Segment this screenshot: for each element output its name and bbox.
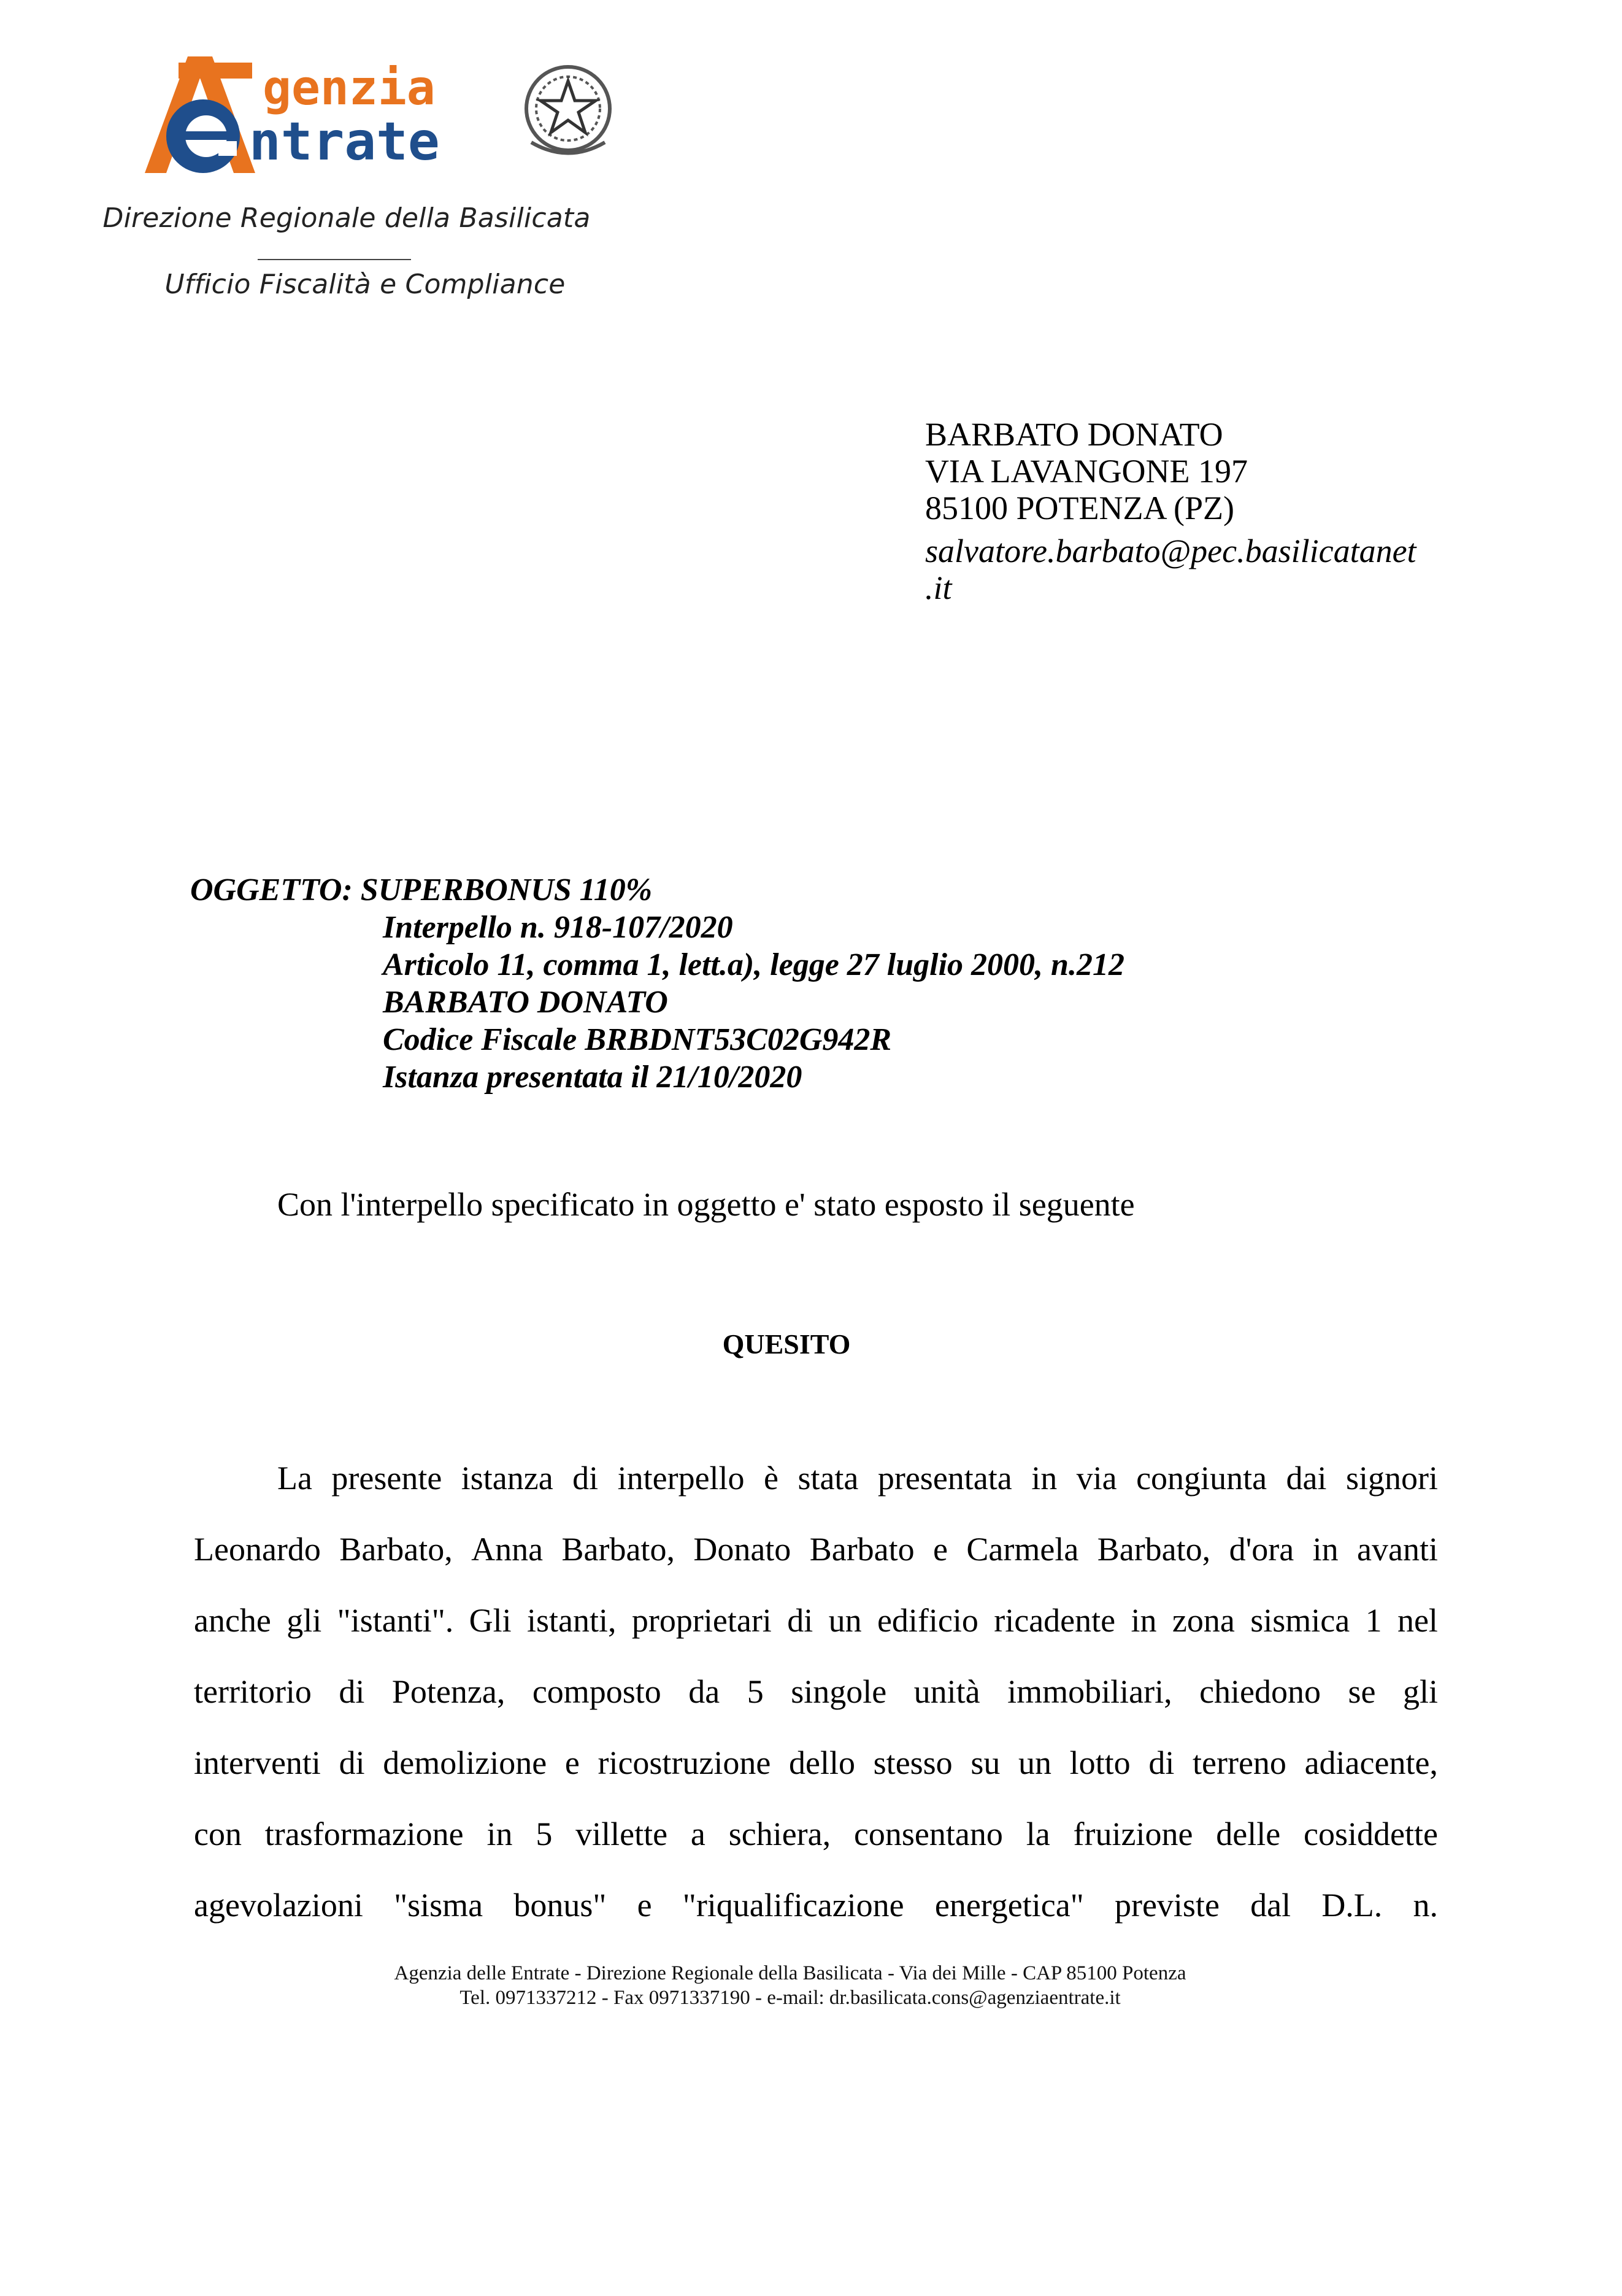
body-word: fruizione (1073, 1816, 1193, 1852)
body-line (194, 1735, 1438, 1806)
body-word: e (637, 1887, 652, 1924)
body-word: Potenza, (391, 1673, 505, 1710)
body-word: singole (791, 1673, 887, 1710)
body-word: anche (194, 1602, 271, 1639)
body-word: "istanti". (337, 1602, 454, 1639)
body-word: di (339, 1744, 365, 1781)
body-word: n. (1413, 1887, 1438, 1924)
body-word: con (194, 1816, 242, 1852)
body-word: 5 (536, 1816, 553, 1852)
body-word: proprietari (631, 1602, 772, 1639)
body-word: Barbato, (561, 1531, 675, 1568)
body-word: villette (575, 1816, 668, 1852)
body-word: lotto (1069, 1744, 1131, 1781)
recipient-address (925, 416, 1416, 606)
body-word: in (486, 1816, 513, 1852)
body-word: in (1031, 1460, 1058, 1497)
body-word: congiunta (1136, 1460, 1267, 1497)
subject-line: BARBATO DONATO (383, 985, 668, 1020)
body-word: trasformazione (264, 1816, 464, 1852)
body-word: in (1312, 1531, 1339, 1568)
body-word: demolizione (383, 1744, 547, 1781)
body-word: in (1131, 1602, 1157, 1639)
body-word: stesso (873, 1744, 953, 1781)
body-word: dello (789, 1744, 856, 1781)
page-footer (0, 1961, 1622, 2010)
recipient-name: BARBATO DONATO (925, 416, 1223, 453)
body-word: un (828, 1602, 862, 1639)
body-word: un (1018, 1744, 1052, 1781)
body-word: dal (1250, 1887, 1291, 1924)
agenzia-entrate-logo (120, 50, 617, 173)
body-word: "riqualificazione (682, 1887, 904, 1924)
recipient-city: 85100 POTENZA (PZ) (925, 490, 1234, 526)
body-word: se (1348, 1673, 1376, 1710)
body-word: adiacente, (1304, 1744, 1438, 1781)
body-word: interventi (194, 1744, 321, 1781)
body-word: 1 (1365, 1602, 1382, 1639)
body-word: energetica" (934, 1887, 1084, 1924)
body-word: da (688, 1673, 720, 1710)
body-word: di (1148, 1744, 1175, 1781)
body-word: delle (1216, 1816, 1281, 1852)
body-word: chiedono (1199, 1673, 1321, 1710)
section-heading (0, 1328, 1622, 1360)
body-word: su (971, 1744, 1001, 1781)
body-word: e (933, 1531, 948, 1568)
body-line (194, 1593, 1438, 1664)
body-word: "sisma (394, 1887, 483, 1924)
body-word: Barbato, (1097, 1531, 1211, 1568)
body-word: Carmela (966, 1531, 1079, 1568)
body-word: istanti, (527, 1602, 617, 1639)
body-line (194, 1664, 1438, 1735)
subject-line: Istanza presentata il 21/10/2020 (383, 1060, 802, 1095)
intro-sentence: Con l'interpello specificato in oggetto e' stato esposto il seguente (277, 1186, 1135, 1223)
subject-line: Interpello n. 918-107/2020 (383, 910, 733, 945)
body-word: Barbato (809, 1531, 915, 1568)
body-word: d'ora (1229, 1531, 1294, 1568)
subject-details (383, 909, 1124, 1096)
body-word: stata (798, 1460, 859, 1497)
body-word: consentano (853, 1816, 1003, 1852)
logo-line2: ntrate (249, 111, 440, 172)
italian-emblem-icon (526, 67, 610, 153)
body-word: Donato (693, 1531, 791, 1568)
body-word: schiera, (728, 1816, 831, 1852)
body-word: composto (532, 1673, 661, 1710)
body-line (194, 1522, 1438, 1593)
body-word: presente (331, 1460, 442, 1497)
body-word: di (787, 1602, 813, 1639)
footer-contacts: Tel. 0971337212 - Fax 0971337190 - e-mail: dr.basilicata.cons@agenziaentrate.it (459, 1987, 1121, 2009)
body-word: Anna (471, 1531, 544, 1568)
body-word: zona (1172, 1602, 1235, 1639)
body-word: Barbato, (339, 1531, 453, 1568)
body-word: 5 (747, 1673, 764, 1710)
body-word: e (564, 1744, 580, 1781)
subject-line: Articolo 11, comma 1, lett.a), legge 27 luglio 2000, n.212 (383, 947, 1124, 982)
body-word: Leonardo (194, 1531, 321, 1568)
body-word: signori (1345, 1460, 1438, 1497)
body-word: la (1026, 1816, 1050, 1852)
header-divider (258, 259, 411, 260)
section-heading-text: QUESITO (722, 1328, 851, 1360)
body-word: agevolazioni (194, 1887, 363, 1924)
recipient-street: VIA LAVANGONE 197 (925, 453, 1248, 490)
body-word: gli (1402, 1673, 1438, 1710)
body-word: gli (286, 1602, 322, 1639)
body-word: è (764, 1460, 778, 1497)
body-word: ricadente (994, 1602, 1116, 1639)
body-line (194, 1878, 1438, 1949)
body-word: istanza (461, 1460, 553, 1497)
recipient-pec-line1: salvatore.barbato@pec.basilicatanet (925, 533, 1416, 569)
body-word: presentata (877, 1460, 1012, 1497)
body-word: terreno (1193, 1744, 1286, 1781)
body-word: avanti (1357, 1531, 1438, 1568)
logo-line1: genzia (263, 61, 436, 116)
body-line (194, 1450, 1438, 1522)
body-word: territorio (194, 1673, 312, 1710)
body-word: La (277, 1460, 312, 1497)
footer-address: Agenzia delle Entrate - Direzione Regionale della Basilicata - Via dei Mille - CAP 85100 Potenza (394, 1962, 1186, 1984)
subject-label: OGGETTO: SUPERBONUS 110% (190, 873, 653, 907)
body-word: cosiddette (1304, 1816, 1438, 1852)
recipient-pec-line2: .it (925, 569, 952, 606)
body-word: dai (1286, 1460, 1327, 1497)
body-word: sismica (1250, 1602, 1350, 1639)
body-word: nel (1397, 1602, 1438, 1639)
body-word: immobiliari, (1007, 1673, 1172, 1710)
subject-line: Codice Fiscale BRBDNT53C02G942R (383, 1022, 892, 1057)
body-word: via (1076, 1460, 1117, 1497)
body-word: a (690, 1816, 705, 1852)
body-word: D.L. (1321, 1887, 1383, 1924)
body-word: di (572, 1460, 599, 1497)
body-word: Gli (469, 1602, 512, 1639)
ufficio-name: Ufficio Fiscalità e Compliance (164, 269, 566, 300)
body-word: previste (1114, 1887, 1220, 1924)
body-word: ricostruzione (598, 1744, 771, 1781)
body-word: bonus" (513, 1887, 607, 1924)
body-word: edificio (877, 1602, 978, 1639)
direzione-regionale: Direzione Regionale della Basilicata (102, 202, 591, 234)
body-paragraph (194, 1450, 1438, 1949)
body-line (194, 1806, 1438, 1878)
body-word: unità (913, 1673, 980, 1710)
body-word: interpello (617, 1460, 745, 1497)
body-word: di (339, 1673, 365, 1710)
